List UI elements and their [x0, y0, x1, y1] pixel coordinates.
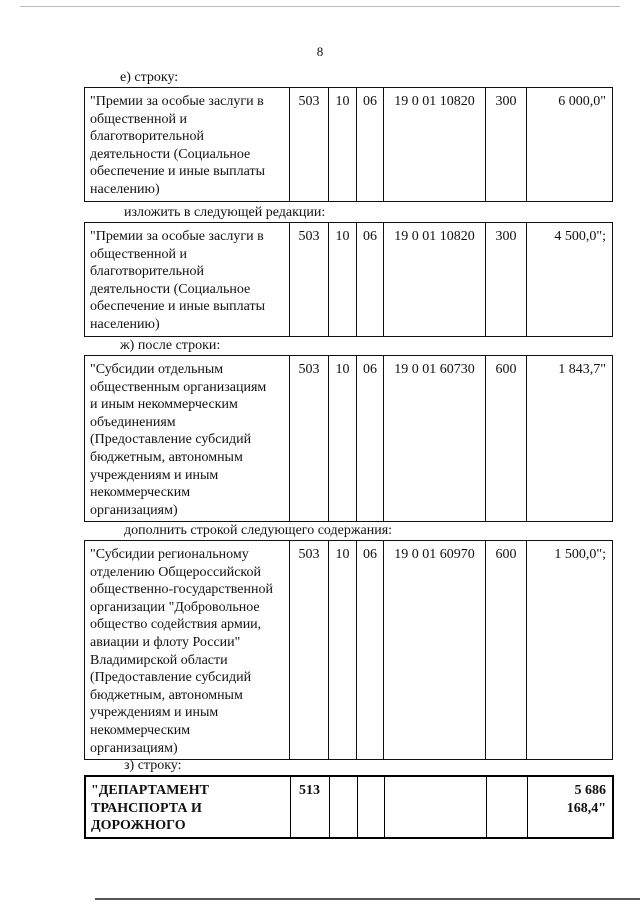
- table-row: [85, 541, 613, 760]
- row-amount: 1 843,7": [527, 356, 613, 522]
- caption-e: е) строку:: [120, 70, 179, 85]
- row-amount: 4 500,0";: [527, 223, 613, 337]
- row-ministry-code: 503: [290, 88, 329, 202]
- table-row-z: [84, 775, 614, 839]
- row-section-code: 10: [329, 223, 357, 337]
- row-expense-type-code: [486, 776, 527, 838]
- row-name: "Субсидии региональному отделению Общероссийской общественно-государственной организации "Добровольное общество содействия армии, авиации и флоту России" Владимирской области (Предоставление субсидий бюджетным, автономным учреждениям и иным некоммерческим организациям): [85, 541, 290, 760]
- row-name: "Премии за особые заслуги в общественной и благотворительной деятельности (Социальное обеспечение и иные выплаты населению): [85, 88, 290, 202]
- row-ministry-code: 503: [290, 541, 329, 760]
- row-expense-type-code: 300: [486, 223, 527, 337]
- row-name: "ДЕПАРТАМЕНТ ТРАНСПОРТА И ДОРОЖНОГО: [85, 776, 290, 838]
- table-row: [85, 88, 613, 202]
- row-expense-type-code: 300: [486, 88, 527, 202]
- row-section-code: 10: [329, 88, 357, 202]
- table-row-zh-added: [84, 540, 613, 760]
- row-target-code: 19 0 01 10820: [384, 88, 486, 202]
- row-amount: 1 500,0";: [527, 541, 613, 760]
- row-subsection-code: 06: [357, 541, 384, 760]
- row-target-code: 19 0 01 60970: [384, 541, 486, 760]
- row-target-code: 19 0 01 10820: [384, 223, 486, 337]
- row-name: "Премии за особые заслуги в общественной и благотворительной деятельности (Социальное обеспечение и иные выплаты населению): [85, 223, 290, 337]
- row-expense-type-code: 600: [486, 356, 527, 522]
- row-subsection-code: 06: [357, 88, 384, 202]
- row-section-code: [329, 776, 357, 838]
- caption-zh: ж) после строки:: [120, 338, 221, 353]
- row-ministry-code: 513: [290, 776, 329, 838]
- row-subsection-code: [357, 776, 384, 838]
- caption-add-row: дополнить строкой следующего содержания:: [124, 523, 393, 538]
- row-section-code: 10: [329, 541, 357, 760]
- table-row-zh-existing: [84, 355, 613, 522]
- row-section-code: 10: [329, 356, 357, 522]
- row-name: "Субсидии отдельным общественным организациям и иным некоммерческим объединениям (Предоставление субсидий бюджетным, автономным учреждениям и иным некоммерческим организациям): [85, 356, 290, 522]
- table-row: [85, 776, 613, 838]
- table-row: [85, 223, 613, 337]
- scan-edge-line-bottom: [95, 898, 640, 900]
- row-expense-type-code: 600: [486, 541, 527, 760]
- row-subsection-code: 06: [357, 356, 384, 522]
- table-row-e-original: [84, 87, 613, 202]
- row-amount: 6 000,0": [527, 88, 613, 202]
- row-target-code: [384, 776, 486, 838]
- table-row-e-new: [84, 222, 613, 337]
- row-target-code: 19 0 01 60730: [384, 356, 486, 522]
- row-subsection-code: 06: [357, 223, 384, 337]
- caption-z: з) строку:: [124, 758, 182, 773]
- row-ministry-code: 503: [290, 223, 329, 337]
- caption-new-redaction: изложить в следующей редакции:: [124, 205, 326, 220]
- row-ministry-code: 503: [290, 356, 329, 522]
- row-amount: 5 686 168,4": [527, 776, 613, 838]
- table-row: [85, 356, 613, 522]
- scan-edge-line-top: [20, 6, 620, 7]
- page-number: 8: [316, 44, 324, 59]
